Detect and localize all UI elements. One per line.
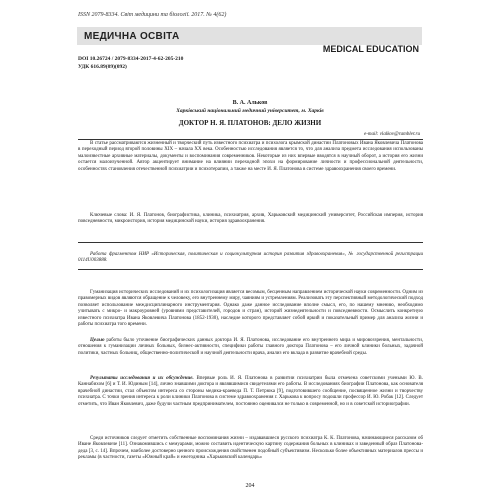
results-text: Впервые роль И. Я. Платонова в развитии психиатрии была отмечена советскими учеными Ю. В. Каннабихом [6] и Т. И. Юдиным [14], лично знавшими доктора и являвшимися свидетелями его работы. В исследованиях биографии Платонова, как основателя врачебной династии, стал объектом интереса со стороны медика-краеведа П. Т. Петрюка [9], подготовившего сообщение, посвященное жизни и творчеству психиатра. С точки зрения интереса к роли клиники Платонова в системе здравоохранения г. Харькова к вопросу подошли профессор И. Ю. Робак [12]. Следует отметить, что Иван Яковлевич, даже будучи частным предпринимателем, постоянно оценивался не только в современной, но и в советской историографии.	[78, 376, 424, 407]
divider-middle	[78, 242, 423, 243]
keywords-text: Ключевые слова: И. Я. Платонов, биографистика, клиника, психиатрия, архив, Харьковский медицинский университет, Российская империя, история повседневности, микроистория, история медицинской науки, история здравоохранения.	[78, 213, 423, 225]
section-title-uk: МЕДИЧНА ОСВІТА	[84, 31, 180, 42]
page-number: 204	[245, 483, 255, 489]
body-paragraph-1: Гуманизация исторических исследований и их психологизация является весомым, бесценным направлением исторической науки современности. Одним из правомерных видов являются обращение к человеку, его внутреннему миру, чаяниям и устремлениям. Реализовать эту перспективный методологический подход позволяет использование междисциплинарного инструментария. Однако даже данное исследование вполне смысл, его, по нашему мнению, необходимо учитывать с микро- и макроуровней (уровнями представителей, городов и стран), историй жизнедеятельности и повседневности. Осмыслить конкретную известного психиатра Ивана Яковлевича Платонова (1852-1930), наследие которого представляет собой яркий и показательный пример для анализа жизни и работы психиатра того времени.	[78, 290, 423, 328]
divider-bottom	[78, 269, 423, 270]
section-title-en: MEDICAL EDUCATION	[322, 44, 419, 54]
funding-note: Работа фрагментом НИР «Историческая, политическая и социокультурная история развития здравоохранения», № государственной регистрации 0114U003888.	[78, 252, 423, 264]
udk-line: УДК 616.89(09)(092)	[78, 64, 127, 70]
author-name: В. А. Альков	[232, 100, 268, 106]
aim-text: работы было уточнение биографических данных доктора И. Я. Платонова, исследование его внутреннего мира и мировоззрения, ментальности, отношения к гуманизации личных больных, бизнес-активности, специфики работы главного доктора Платонова – его личной клиники больных, задачной политики, частных больниц, общественно-политической и научной деятельности врача, анализ его вклада в развитие врачебной среды.	[78, 338, 423, 356]
author-email: e-mail: vlalkov@rambler.ru	[364, 132, 420, 137]
results-label: Результаты исследования и их обсуждение.	[90, 376, 194, 381]
article-title: ДОКТОР Н. Я. ПЛАТОНОВ: ДЕЛО ЖИЗНИ	[178, 119, 322, 127]
author-affiliation: Харківський національний медичний університет, м. Харків	[176, 108, 324, 114]
journal-header-line: ISSN 2079-8334. Світ медицини та біології. 2017. № 4(62)	[78, 12, 227, 18]
aim-label: Целью	[90, 338, 105, 343]
body-paragraph-3	[78, 376, 423, 408]
divider-top	[78, 139, 423, 140]
body-paragraph-2	[78, 338, 423, 357]
abstract-text: В статье рассматриваются жизненный и творческий путь известного психиатра и психолога крымской династии Платоновых Ивана Яковлевича Платонова в переходный период второй половины XIX – начала XX века. Особенностью исследования является то, что для анализа предмета исследования использованы малоизвестные архивные материалы, документы и воспоминания современников. Некоторые из них впервые вводятся в научный оборот, а история его жизни остается малоизученной. Автор акцентирует внимание на влиянии переходной эпохи на формирование личности и профессиональной деятельности, особенностях становления отечественной психиатрии и психотерапии, а также на месте И. Я. Платонова в системе здравоохранения своего времени.	[78, 141, 423, 172]
body-paragraph-4: Среди источников следует отметить собственные воспоминания жизни – издававшиеся русского психиатра К. К. Платонова, начинающиеся рассказом об Иване Яковлевиче [11]. Ознакомившись с мемуарами, можно составить идентическую картину содержания больных в клиниках и заведенный образ Платонова-деда [3, с. 14]. Впрочем, наиболее достоверно ценного происхождения свойственен подобный субъективизм. Несколько более объективных материалов прессы и рекламы (в частности, газеты «Южный край» и ежегодника «Харьковский календарь»	[78, 436, 423, 461]
doi-line: DOI 10.26724 / 2079-8334-2017-4-62-205-210	[78, 56, 184, 62]
